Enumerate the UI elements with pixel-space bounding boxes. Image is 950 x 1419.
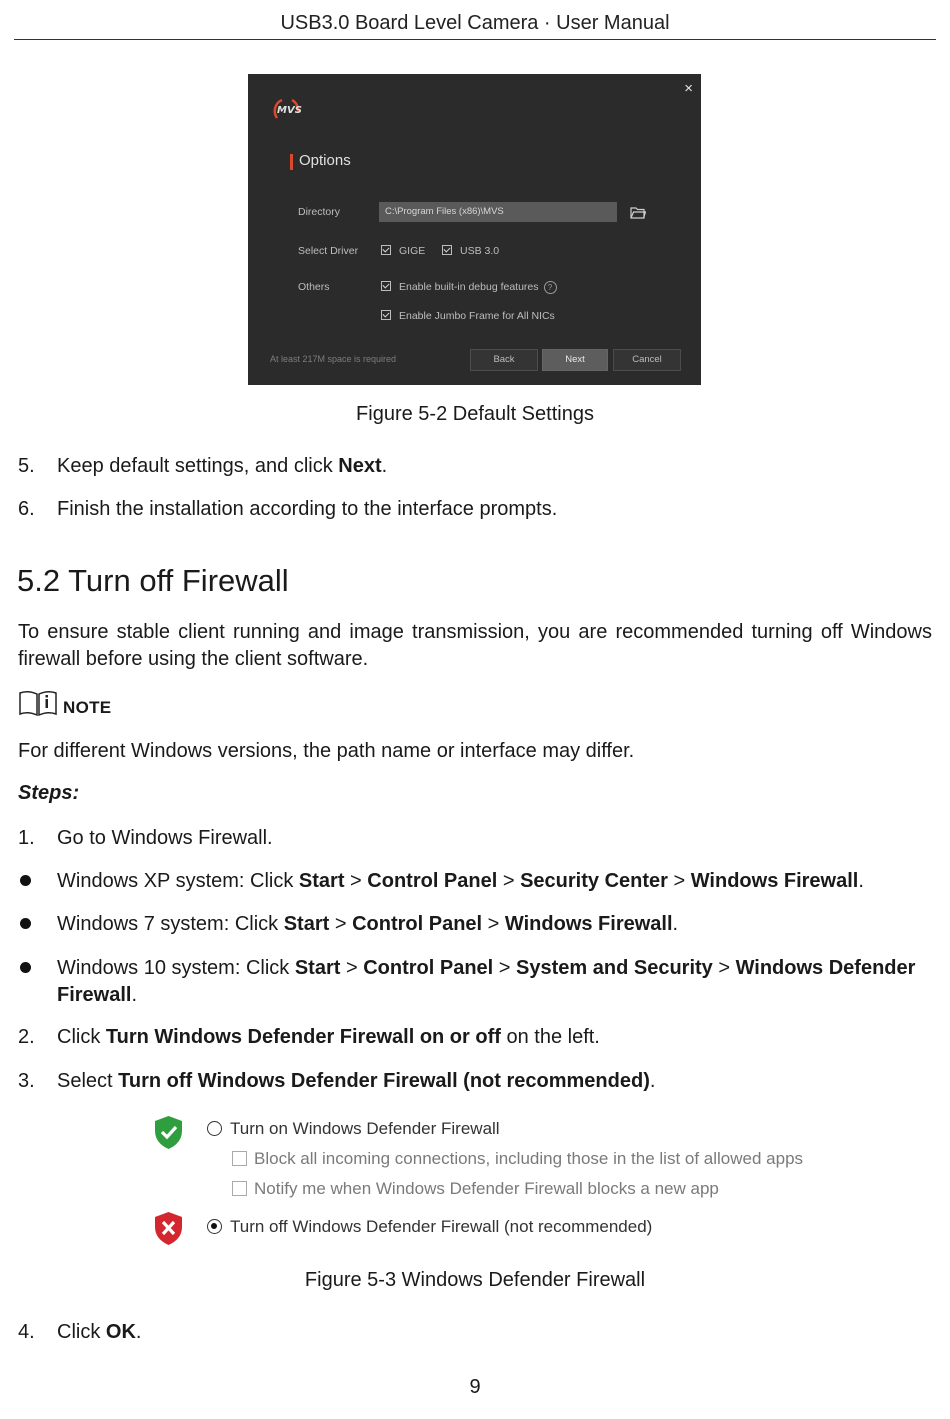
- steps-label: Steps:: [18, 782, 80, 804]
- debug-option[interactable]: [381, 281, 557, 294]
- directory-input[interactable]: C:\Program Files (x86)\MVS: [379, 202, 617, 222]
- folder-icon[interactable]: [630, 206, 646, 219]
- turn-on-firewall-label: Turn on Windows Defender Firewall: [230, 1119, 500, 1138]
- others-label: Others: [298, 281, 330, 293]
- step-5-number: 5.: [18, 455, 35, 477]
- step-5-text: Keep default settings, and click Next.: [57, 455, 388, 477]
- title-accent-bar: [290, 154, 293, 170]
- block-incoming-checkbox[interactable]: [232, 1151, 247, 1166]
- space-requirement-note: At least 217M space is required: [270, 354, 397, 364]
- installer-options-dialog: [248, 74, 701, 385]
- bullet-windows-xp: Windows XP system: Click Start > Control Panel > Security Center > Windows Firewall.: [57, 870, 864, 892]
- section-heading: 5.2 Turn off Firewall: [17, 563, 289, 598]
- checkbox-checked-icon: [381, 245, 391, 255]
- turn-on-firewall-radio[interactable]: [207, 1121, 222, 1136]
- driver-usb-label: USB 3.0: [460, 245, 500, 257]
- directory-label: Directory: [298, 206, 341, 218]
- note-label: NOTE: [63, 698, 112, 717]
- step-3-text: Select Turn off Windows Defender Firewall (not recommended).: [57, 1070, 656, 1092]
- bullet-dot-icon: [20, 918, 31, 929]
- green-shield-check-icon: [152, 1114, 185, 1151]
- block-incoming-label: Block all incoming connections, including those in the list of allowed apps: [254, 1149, 804, 1168]
- step-1-number: 1.: [18, 827, 35, 849]
- step-3-number: 3.: [18, 1070, 35, 1092]
- figure-5-3-caption: Figure 5-3 Windows Defender Firewall: [304, 1269, 646, 1291]
- debug-option-label: Enable built-in debug features: [399, 281, 539, 293]
- jumbo-frame-option[interactable]: [381, 310, 555, 322]
- driver-usb-option[interactable]: [442, 245, 499, 257]
- header-divider: [14, 39, 936, 40]
- running-header: USB3.0 Board Level Camera · User Manual: [280, 12, 670, 34]
- turn-off-firewall-radio[interactable]: [207, 1219, 222, 1234]
- bullet-windows-10-continued: Firewall.: [57, 984, 138, 1006]
- red-shield-x-icon: [152, 1210, 185, 1247]
- page-number: 9: [469, 1376, 481, 1398]
- notify-label: Notify me when Windows Defender Firewall blocks a new app: [254, 1179, 719, 1198]
- note-text: For different Windows versions, the path name or interface may differ.: [18, 740, 635, 762]
- turn-off-firewall-label: Turn off Windows Defender Firewall (not recommended): [230, 1217, 653, 1236]
- checkbox-checked-icon: [442, 245, 452, 255]
- bullet-windows-10: Windows 10 system: Click Start > Control Panel > System and Security > Windows Defender: [57, 957, 916, 979]
- driver-gige-label: GIGE: [399, 245, 426, 257]
- checkbox-checked-icon: [381, 310, 391, 320]
- step-4-number: 4.: [18, 1321, 35, 1343]
- step-1-text: Go to Windows Firewall.: [57, 827, 273, 849]
- back-button[interactable]: Back: [470, 349, 538, 371]
- section-intro: To ensure stable client running and image transmission, you are recommended turning off Windows firewall before using the client software.: [18, 621, 932, 670]
- close-icon[interactable]: ×: [684, 80, 693, 97]
- cancel-button[interactable]: Cancel: [613, 349, 681, 371]
- next-button[interactable]: Next: [542, 349, 608, 371]
- help-icon[interactable]: ?: [544, 281, 557, 294]
- dialog-title: Options: [299, 152, 351, 169]
- jumbo-frame-label: Enable Jumbo Frame for All NICs: [399, 310, 555, 322]
- step-6-text: Finish the installation according to the interface prompts.: [57, 498, 558, 520]
- step-2-text: Click Turn Windows Defender Firewall on or off on the left.: [57, 1026, 600, 1048]
- bullet-windows-7: Windows 7 system: Click Start > Control Panel > Windows Firewall.: [57, 913, 679, 935]
- select-driver-label: Select Driver: [298, 245, 359, 257]
- step-2-number: 2.: [18, 1026, 35, 1048]
- bullet-dot-icon: [20, 875, 31, 886]
- bullet-dot-icon: [20, 962, 31, 973]
- notify-checkbox[interactable]: [232, 1181, 247, 1196]
- mvs-logo-icon: [272, 94, 302, 124]
- step-6-number: 6.: [18, 498, 35, 520]
- figure-5-2-caption: Figure 5-2 Default Settings: [356, 403, 594, 425]
- mvs-logo-text: MVS: [277, 105, 302, 116]
- note-book-icon: [18, 689, 58, 717]
- checkbox-checked-icon: [381, 281, 391, 291]
- step-4-text: Click OK.: [57, 1321, 142, 1343]
- driver-gige-option[interactable]: [381, 245, 425, 257]
